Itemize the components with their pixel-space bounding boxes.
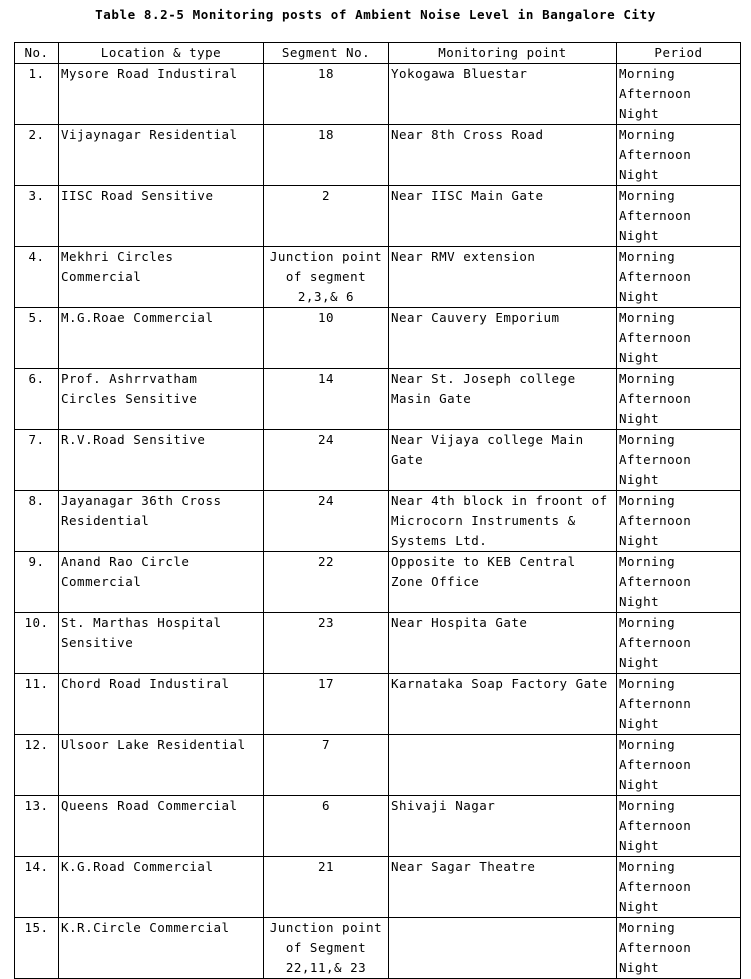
period-entry: Night (619, 716, 660, 731)
table-row (15, 735, 741, 796)
header-segment-no: Segment No. (264, 43, 389, 64)
monitoring-point-cell: Near St. Joseph college Masin Gate (389, 369, 617, 430)
monitoring-point-cell (389, 918, 617, 979)
monitoring-point-cell: Near Vijaya college Main Gate (389, 430, 617, 491)
segment-no-cell: 2 (264, 186, 389, 247)
row-number: 2. (15, 125, 59, 186)
table-row (15, 186, 741, 247)
period-entry: Night (619, 838, 660, 853)
row-number: 5. (15, 308, 59, 369)
period-cell (617, 918, 741, 979)
segment-no-cell: 7 (264, 735, 389, 796)
monitoring-point-cell: Near Cauvery Emporium (389, 308, 617, 369)
period-entry: Afternoon (619, 940, 692, 955)
period-entry: Afternoon (619, 513, 692, 528)
table-row (15, 369, 741, 430)
location-type-cell: St. Marthas Hospital Sensitive (59, 613, 264, 674)
monitoring-point-cell: Near RMV extension (389, 247, 617, 308)
period-entry: Night (619, 655, 660, 670)
table-row (15, 125, 741, 186)
period-entry: Night (619, 228, 660, 243)
table-row (15, 552, 741, 613)
row-number: 13. (15, 796, 59, 857)
period-entry: Afternoon (619, 208, 692, 223)
row-number: 1. (15, 64, 59, 125)
period-entry: Morning (619, 432, 676, 447)
period-entry: Night (619, 106, 660, 121)
row-number: 11. (15, 674, 59, 735)
header-monitoring-point: Monitoring point (389, 43, 617, 64)
row-number: 6. (15, 369, 59, 430)
period-cell (617, 125, 741, 186)
table-row (15, 796, 741, 857)
segment-no-cell: 18 (264, 64, 389, 125)
period-entry: Morning (619, 66, 676, 81)
period-entry: Afternoon (619, 757, 692, 772)
period-cell (617, 735, 741, 796)
period-entry: Afternoon (619, 147, 692, 162)
table-row (15, 247, 741, 308)
monitoring-point-cell: Near Sagar Theatre (389, 857, 617, 918)
location-type-cell: Anand Rao Circle Commercial (59, 552, 264, 613)
period-entry: Morning (619, 859, 676, 874)
period-entry: Morning (619, 249, 676, 264)
location-type-cell: Queens Road Commercial (59, 796, 264, 857)
period-entry: Afternoon (619, 574, 692, 589)
monitoring-point-cell: Opposite to KEB Central Zone Office (389, 552, 617, 613)
period-entry: Afternoon (619, 269, 692, 284)
monitoring-point-cell: Near IISC Main Gate (389, 186, 617, 247)
monitoring-point-cell: Yokogawa Bluestar (389, 64, 617, 125)
period-entry: Afternoon (619, 879, 692, 894)
table-row (15, 918, 741, 979)
table-row (15, 491, 741, 552)
location-type-cell: Prof. Ashrrvatham Circles Sensitive (59, 369, 264, 430)
table-row (15, 674, 741, 735)
period-entry: Night (619, 411, 660, 426)
period-entry: Night (619, 960, 660, 975)
monitoring-point-cell: Shivaji Nagar (389, 796, 617, 857)
period-entry: Night (619, 594, 660, 609)
period-entry: Night (619, 289, 660, 304)
table-row (15, 857, 741, 918)
row-number: 9. (15, 552, 59, 613)
row-number: 8. (15, 491, 59, 552)
row-number: 7. (15, 430, 59, 491)
period-entry: Morning (619, 615, 676, 630)
period-entry: Afternoon (619, 330, 692, 345)
row-number: 3. (15, 186, 59, 247)
monitoring-point-cell: Near 8th Cross Road (389, 125, 617, 186)
row-number: 15. (15, 918, 59, 979)
segment-no-cell: 18 (264, 125, 389, 186)
header-no: No. (15, 43, 59, 64)
segment-no-cell: 23 (264, 613, 389, 674)
segment-no-cell: 22 (264, 552, 389, 613)
period-cell (617, 369, 741, 430)
period-cell (617, 186, 741, 247)
monitoring-point-cell: Near Hospita Gate (389, 613, 617, 674)
location-type-cell: IISC Road Sensitive (59, 186, 264, 247)
table-row (15, 64, 741, 125)
header-period: Period (617, 43, 741, 64)
header-row (15, 43, 741, 64)
location-type-cell: Mekhri Circles Commercial (59, 247, 264, 308)
table-row (15, 613, 741, 674)
location-type-cell: Ulsoor Lake Residential (59, 735, 264, 796)
monitoring-point-cell: Karnataka Soap Factory Gate (389, 674, 617, 735)
header-location-type: Location & type (59, 43, 264, 64)
period-entry: Morning (619, 493, 676, 508)
period-entry: Night (619, 472, 660, 487)
period-entry: Night (619, 167, 660, 182)
period-entry: Morning (619, 798, 676, 813)
table-title: Table 8.2-5 Monitoring posts of Ambient Noise Level in Bangalore City (95, 7, 656, 22)
period-entry: Night (619, 533, 660, 548)
period-cell (617, 247, 741, 308)
period-entry: Morning (619, 371, 676, 386)
period-cell (617, 613, 741, 674)
period-entry: Morning (619, 310, 676, 325)
period-cell (617, 491, 741, 552)
location-type-cell: K.R.Circle Commercial (59, 918, 264, 979)
period-entry: Night (619, 777, 660, 792)
location-type-cell: Vijaynagar Residential (59, 125, 264, 186)
period-cell (617, 430, 741, 491)
monitoring-posts-table (14, 42, 741, 979)
segment-no-cell: 21 (264, 857, 389, 918)
period-cell (617, 857, 741, 918)
period-entry: Afternoon (619, 635, 692, 650)
segment-no-cell: 14 (264, 369, 389, 430)
period-entry: Morning (619, 676, 676, 691)
location-type-cell: M.G.Roae Commercial (59, 308, 264, 369)
period-cell (617, 552, 741, 613)
segment-no-cell: Junction point of segment 2,3,& 6 (264, 247, 389, 308)
period-entry: Night (619, 899, 660, 914)
period-cell (617, 674, 741, 735)
segment-no-cell: 24 (264, 430, 389, 491)
row-number: 10. (15, 613, 59, 674)
period-entry: Night (619, 350, 660, 365)
location-type-cell: R.V.Road Sensitive (59, 430, 264, 491)
row-number: 12. (15, 735, 59, 796)
table-row (15, 430, 741, 491)
period-entry: Morning (619, 920, 676, 935)
table-body (15, 64, 741, 979)
row-number: 14. (15, 857, 59, 918)
row-number: 4. (15, 247, 59, 308)
segment-no-cell: Junction point of Segment 22,11,& 23 (264, 918, 389, 979)
location-type-cell: Chord Road Industiral (59, 674, 264, 735)
period-entry: Morning (619, 188, 676, 203)
location-type-cell: Jayanagar 36th Cross Residential (59, 491, 264, 552)
period-entry: Afternoon (619, 86, 692, 101)
segment-no-cell: 10 (264, 308, 389, 369)
period-entry: Morning (619, 737, 676, 752)
period-entry: Morning (619, 127, 676, 142)
period-cell (617, 64, 741, 125)
period-entry: Afternoon (619, 391, 692, 406)
table-row (15, 308, 741, 369)
period-cell (617, 796, 741, 857)
monitoring-point-cell: Near 4th block in froont of Microcorn Instruments & Systems Ltd. (389, 491, 617, 552)
period-entry: Afternoon (619, 818, 692, 833)
period-entry: Morning (619, 554, 676, 569)
monitoring-point-cell (389, 735, 617, 796)
period-cell (617, 308, 741, 369)
segment-no-cell: 17 (264, 674, 389, 735)
segment-no-cell: 6 (264, 796, 389, 857)
segment-no-cell: 24 (264, 491, 389, 552)
period-entry: Afternonn (619, 696, 692, 711)
location-type-cell: K.G.Road Commercial (59, 857, 264, 918)
period-entry: Afternoon (619, 452, 692, 467)
location-type-cell: Mysore Road Industiral (59, 64, 264, 125)
